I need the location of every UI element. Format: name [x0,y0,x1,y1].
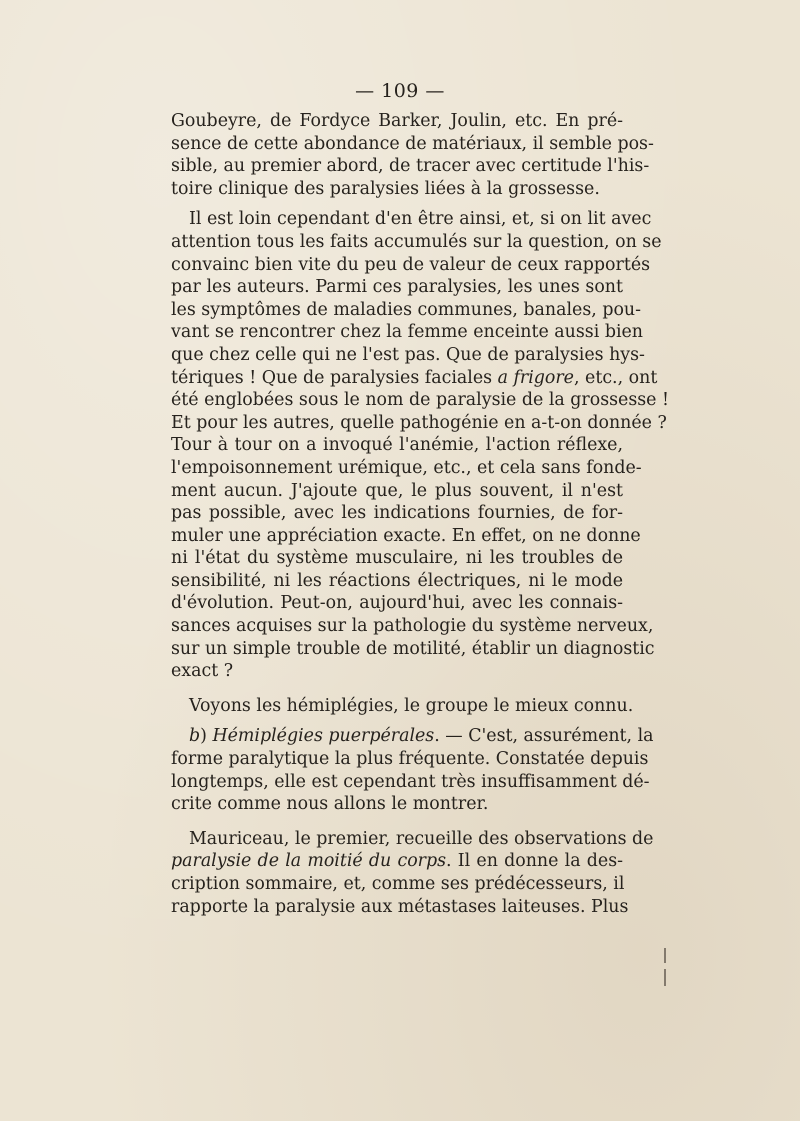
text-line: Mauriceau, le premier, recueille des observations de [189,828,654,849]
text-line: crite comme nous allons le montrer. [171,794,489,815]
text-line: sur un simple trouble de motilité, établir un diagnostic [171,638,655,659]
text-line: convainc bien vite du peu de valeur de ceux rapportés [171,254,651,275]
text-line: Voyons les hémiplégies, le groupe le mieux connu. [189,695,634,716]
text-line-italic-phrase: paralysie de la moitié du corps. Il en donne la des- [171,851,624,872]
text-line: Tour à tour on a invoqué l'anémie, l'action réflexe, [171,435,623,456]
text-line: ni l'état du système musculaire, ni les troubles de [171,548,623,569]
paragraph-5 [171,828,654,918]
section-heading-line: b) Hémiplégies puerpérales. — C'est, assurément, la [189,726,654,747]
text-line: pas possible, avec les indications fournies, de for- [171,503,623,524]
text-line: toire clinique des paralysies liées à la grossesse. [171,178,600,199]
text-line: sible, au premier abord, de tracer avec certitude l'his- [171,156,650,177]
text-line: cription sommaire, et, comme ses prédécesseurs, il [171,874,625,894]
text-line: sensibilité, ni les réactions électriques, ni le mode [171,570,623,591]
text-line: les symptômes de maladies communes, banales, pou- [171,299,641,320]
body-text [171,110,669,918]
paragraph-3 [171,695,634,718]
text-line: vant se rencontrer chez la femme enceinte aussi bien [171,322,644,343]
page-number: — 109 — [355,80,445,102]
text-line: longtemps, elle est cependant très insuffisamment dé- [171,771,650,792]
text-line: muler une appréciation exacte. En effet, on ne donne [171,525,641,546]
paragraph-2 [171,208,669,682]
paragraph-4 [171,725,654,815]
text-line: sence de cette abondance de matériaux, il semble pos- [171,133,654,154]
text-line: attention tous les faits accumulés sur la question, on se [171,231,662,252]
text-line-frigore: tériques ! Que de paralysies faciales a frigore, etc., ont [171,367,658,388]
text-line: rapporte la paralysie aux métastases laiteuses. Plus [171,896,629,917]
text-line: d'évolution. Peut-on, aujourd'hui, avec les connais- [171,593,623,614]
text-line: forme paralytique la plus fréquente. Constatée depuis [171,749,649,770]
paragraph-1 [171,110,654,200]
text-line: sances acquises sur la pathologie du système nerveux, [171,616,654,637]
text-line: par les auteurs. Parmi ces paralysies, les unes sont [171,277,623,298]
text-line: exact ? [171,661,234,682]
text-line: Et pour les autres, quelle pathogénie en a-t-on donnée ? [171,412,667,433]
text-line: Il est loin cependant d'en être ainsi, et, si on lit avec [189,209,652,230]
text-line: l'empoisonnement urémique, etc., et cela sans fonde- [171,457,642,478]
text-line: été englobées sous le nom de paralysie de la grossesse ! [171,390,669,411]
text-line: Goubeyre, de Fordyce Barker, Joulin, etc. En pré- [171,111,623,131]
margin-pencil-mark [664,948,666,986]
text-line: que chez celle qui ne l'est pas. Que de paralysies hys- [171,344,645,365]
text-line: ment aucun. J'ajoute que, le plus souvent, il n'est [171,480,623,501]
